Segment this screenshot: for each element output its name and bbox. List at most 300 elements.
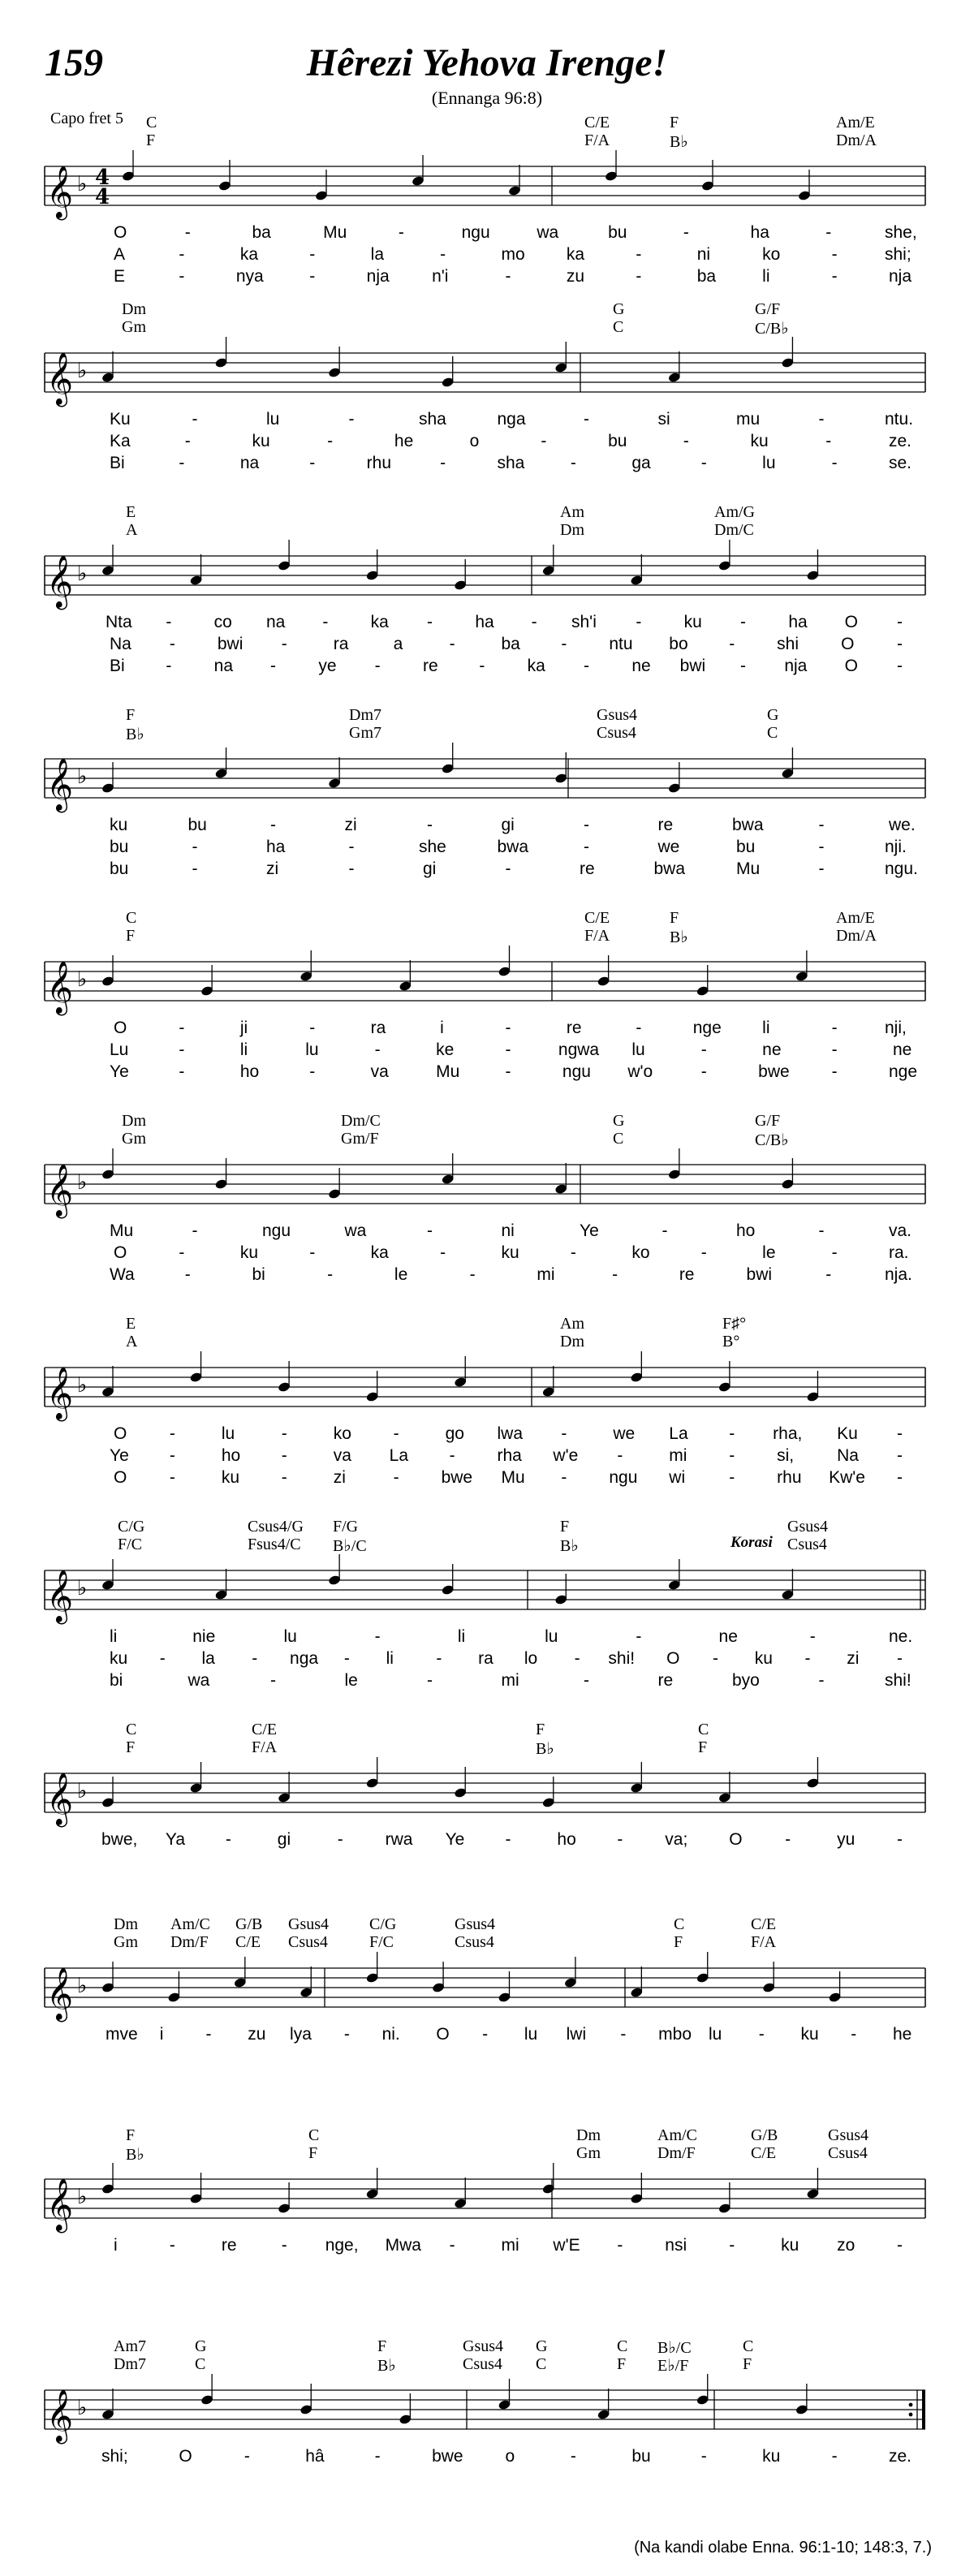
syllable-hyphen: - bbox=[427, 1671, 433, 1690]
capo-chord-symbol: Dm bbox=[560, 521, 584, 539]
syllable-hyphen: - bbox=[343, 2025, 350, 2044]
treble-clef-icon: 𝄞 bbox=[46, 1164, 74, 1217]
capo-chord-symbol: C/E bbox=[235, 1933, 261, 1951]
syllable-hyphen: - bbox=[270, 816, 276, 834]
syllable-hyphen: - bbox=[327, 1265, 334, 1284]
lyric-syllable: ngu bbox=[562, 1062, 591, 1081]
syllable-hyphen: - bbox=[729, 635, 735, 653]
lyric-syllable: Ka bbox=[110, 432, 131, 450]
lyric-syllable: she bbox=[419, 838, 446, 856]
key-signature-flat-icon: ♭ bbox=[77, 562, 88, 586]
chord-symbol: Dm bbox=[114, 1915, 138, 1933]
chord-symbol: C bbox=[308, 2126, 320, 2144]
syllable-hyphen: - bbox=[449, 1446, 455, 1465]
lyric-syllable: li bbox=[762, 267, 770, 286]
chord-symbol: F bbox=[670, 114, 679, 131]
system-12 bbox=[0, 2337, 974, 2548]
chorus-label: Korasi bbox=[730, 1534, 773, 1551]
lyric-syllable: bwe bbox=[758, 1062, 790, 1081]
lyric-syllable: O bbox=[114, 1243, 127, 1262]
lyric-syllable: ku bbox=[683, 613, 702, 631]
system-10 bbox=[0, 1915, 974, 2126]
lyric-syllable: ka bbox=[370, 613, 389, 631]
syllable-hyphen: - bbox=[561, 1424, 567, 1443]
chord-symbol: C bbox=[146, 114, 157, 131]
lyric-syllable: ke bbox=[436, 1040, 455, 1059]
lyric-syllable: ngu bbox=[262, 1221, 291, 1240]
capo-chord-symbol: C/E bbox=[751, 2144, 777, 2162]
lyric-syllable: na bbox=[213, 657, 234, 675]
lyric-syllable: nge, bbox=[325, 2236, 359, 2255]
lyric-syllable: ni. bbox=[381, 2025, 400, 2044]
syllable-hyphen: - bbox=[897, 1649, 903, 1668]
syllable-hyphen: - bbox=[440, 1243, 446, 1262]
chord-symbol: Am/C bbox=[170, 1915, 210, 1933]
chord-symbol: Am bbox=[560, 503, 584, 521]
key-signature-flat-icon: ♭ bbox=[77, 1373, 88, 1398]
syllable-hyphen: - bbox=[636, 613, 642, 631]
lyric-syllable: Nta bbox=[106, 613, 132, 631]
lyric-syllable: bwe, bbox=[101, 1830, 138, 1849]
chord-symbol: Am bbox=[560, 1315, 584, 1333]
capo-chord-symbol: F bbox=[126, 927, 136, 945]
syllable-hyphen: - bbox=[192, 859, 198, 878]
treble-clef-icon: 𝄞 bbox=[46, 1367, 74, 1419]
lyric-syllable: ha bbox=[788, 613, 808, 631]
chord-symbol: C/G bbox=[118, 1518, 145, 1536]
chord-symbol: F bbox=[536, 1721, 545, 1738]
chord-symbol: Am/E bbox=[836, 114, 875, 131]
chord-symbol: C bbox=[617, 2337, 628, 2355]
lyric-syllable: bu bbox=[631, 2447, 651, 2466]
lyric-syllable: mi bbox=[537, 1265, 555, 1284]
staff bbox=[0, 1562, 974, 1627]
capo-chord-symbol: B° bbox=[722, 1333, 740, 1350]
lyric-syllable: mo bbox=[501, 245, 525, 264]
syllable-hyphen: - bbox=[427, 1221, 433, 1240]
lyric-syllable: ne bbox=[762, 1040, 782, 1059]
lyric-syllable: na bbox=[239, 454, 260, 472]
chord-symbol: C bbox=[674, 1915, 685, 1933]
lyric-syllable: lu bbox=[524, 2025, 538, 2044]
treble-clef-icon: 𝄞 bbox=[46, 2389, 74, 2442]
lyric-syllable: Mu bbox=[110, 1221, 134, 1240]
syllable-hyphen: - bbox=[179, 1019, 185, 1037]
syllable-hyphen: - bbox=[712, 1649, 718, 1668]
chord-symbol: Am/G bbox=[714, 503, 755, 521]
syllable-hyphen: - bbox=[184, 1265, 191, 1284]
lyric-syllable: zi bbox=[333, 1468, 346, 1487]
lyric-syllable: ye bbox=[318, 657, 337, 675]
lyric-syllable: li bbox=[110, 1627, 118, 1646]
syllable-hyphen: - bbox=[179, 1040, 185, 1059]
lyric-syllable: nge bbox=[692, 1019, 722, 1037]
chord-symbol: C/E bbox=[252, 1721, 278, 1738]
syllable-hyphen: - bbox=[505, 267, 511, 286]
lyric-syllable: Wa bbox=[110, 1265, 135, 1284]
capo-chord-symbol: C/B♭ bbox=[755, 1131, 789, 1149]
chord-symbol: F bbox=[560, 1518, 570, 1536]
lyric-syllable: bu bbox=[736, 838, 756, 856]
chord-symbol: B♭/C bbox=[657, 2339, 692, 2357]
syllable-hyphen: - bbox=[348, 838, 355, 856]
song-subtitle: (Ennanga 96:8) bbox=[431, 88, 543, 108]
syllable-hyphen: - bbox=[700, 1243, 707, 1262]
lyric-syllable: bwi bbox=[746, 1265, 773, 1284]
syllable-hyphen: - bbox=[374, 1627, 381, 1646]
capo-chord-symbol: Dm/F bbox=[170, 1933, 209, 1951]
lyric-syllable: ha bbox=[750, 223, 769, 242]
lyric-syllable: va bbox=[333, 1446, 351, 1465]
syllable-hyphen: - bbox=[348, 410, 355, 429]
staff bbox=[0, 158, 974, 223]
lyric-syllable: sha bbox=[497, 454, 525, 472]
lyric-syllable: sh'i bbox=[571, 613, 597, 631]
lyric-syllable: ho bbox=[221, 1446, 241, 1465]
lyric-syllable: shi; bbox=[101, 2447, 128, 2466]
capo-chord-symbol: Csus4 bbox=[597, 724, 636, 742]
syllable-hyphen: - bbox=[636, 245, 642, 264]
key-signature-flat-icon: ♭ bbox=[77, 2185, 88, 2209]
lyric-syllable: lu bbox=[631, 1040, 645, 1059]
syllable-hyphen: - bbox=[636, 1019, 642, 1037]
staff bbox=[0, 2171, 974, 2236]
lyric-syllable: w'o bbox=[627, 1062, 653, 1081]
lyric-syllable: va bbox=[370, 1062, 389, 1081]
syllable-hyphen: - bbox=[636, 267, 642, 286]
syllable-hyphen: - bbox=[309, 454, 316, 472]
lyric-syllable: ba bbox=[501, 635, 520, 653]
capo-chord-symbol: F/A bbox=[584, 131, 610, 149]
lyric-syllable: ka bbox=[566, 245, 585, 264]
chord-symbol: C bbox=[126, 909, 137, 927]
lyric-syllable: le bbox=[762, 1243, 776, 1262]
capo-chord-symbol: Csus4 bbox=[828, 2144, 868, 2162]
lyric-syllable: go bbox=[445, 1424, 464, 1443]
syllable-hyphen: - bbox=[729, 2236, 735, 2255]
lyric-syllable: ku bbox=[221, 1468, 240, 1487]
lyric-syllable: gi bbox=[501, 816, 515, 834]
lyric-syllable: mi bbox=[501, 2236, 519, 2255]
syllable-hyphen: - bbox=[740, 613, 746, 631]
capo-chord-symbol: Gm bbox=[576, 2144, 601, 2162]
syllable-hyphen: - bbox=[505, 1062, 511, 1081]
lyric-syllable: bwe bbox=[441, 1468, 473, 1487]
capo-chord-symbol: Csus4 bbox=[288, 1933, 328, 1951]
chord-symbol: G/B bbox=[751, 2126, 778, 2144]
chord-symbol: Dm bbox=[122, 1112, 146, 1130]
capo-chord-symbol: B♭ bbox=[560, 1537, 579, 1555]
key-signature-flat-icon: ♭ bbox=[77, 765, 88, 789]
lyric-syllable: shi bbox=[777, 635, 799, 653]
capo-chord-symbol: C/B♭ bbox=[755, 320, 789, 338]
syllable-hyphen: - bbox=[729, 1424, 735, 1443]
syllable-hyphen: - bbox=[818, 1671, 825, 1690]
staff bbox=[0, 1359, 974, 1424]
lyric-syllable: ba bbox=[252, 223, 271, 242]
syllable-hyphen: - bbox=[700, 454, 707, 472]
syllable-hyphen: - bbox=[449, 635, 455, 653]
lyric-syllable: Na bbox=[837, 1446, 859, 1465]
lyric-syllable: O bbox=[844, 657, 858, 675]
lyric-syllable: i bbox=[440, 1019, 444, 1037]
syllable-hyphen: - bbox=[337, 1830, 343, 1849]
key-signature-flat-icon: ♭ bbox=[77, 1974, 88, 1998]
syllable-hyphen: - bbox=[831, 2447, 838, 2466]
capo-chord-symbol: Csus4 bbox=[455, 1933, 494, 1951]
time-signature-digit: 4 bbox=[95, 166, 110, 190]
syllable-hyphen: - bbox=[758, 2025, 765, 2044]
syllable-hyphen: - bbox=[804, 1649, 811, 1668]
lyric-syllable: rwa bbox=[385, 1830, 413, 1849]
syllable-hyphen: - bbox=[505, 1040, 511, 1059]
lyric-syllable: bu bbox=[110, 859, 129, 878]
lyric-syllable: Ya bbox=[165, 1830, 186, 1849]
syllable-hyphen: - bbox=[309, 245, 316, 264]
lyric-syllable: lwi bbox=[566, 2025, 587, 2044]
syllable-hyphen: - bbox=[309, 1019, 316, 1037]
syllable-hyphen: - bbox=[309, 1062, 316, 1081]
chord-symbol: C/E bbox=[584, 909, 610, 927]
lyric-syllable: i bbox=[114, 2236, 118, 2255]
syllable-hyphen: - bbox=[897, 657, 903, 675]
treble-clef-icon: 𝄞 bbox=[46, 352, 74, 405]
treble-clef-icon: 𝄞 bbox=[46, 555, 74, 608]
lyric-syllable: O bbox=[179, 2447, 192, 2466]
lyric-syllable: O bbox=[114, 223, 127, 242]
lyric-syllable: wa bbox=[187, 1671, 210, 1690]
capo-chord-symbol: B♭ bbox=[377, 2357, 396, 2375]
treble-clef-icon: 𝄞 bbox=[46, 166, 74, 218]
syllable-hyphen: - bbox=[584, 1671, 589, 1690]
syllable-hyphen: - bbox=[662, 1221, 668, 1240]
lyric-syllable: bu bbox=[608, 223, 627, 242]
chord-symbol: F bbox=[670, 909, 679, 927]
lyric-syllable: lu bbox=[762, 454, 776, 472]
capo-chord-symbol: Gm7 bbox=[349, 724, 381, 742]
footer-reference: (Na kandi olabe Enna. 96:1-10; 148:3, 7.) bbox=[634, 2539, 932, 2557]
chord-symbol: F bbox=[377, 2337, 387, 2355]
lyric-syllable: bwi bbox=[217, 635, 244, 653]
lyric-syllable: ne. bbox=[889, 1627, 913, 1646]
syllable-hyphen: - bbox=[374, 657, 381, 675]
lyric-syllable: bwa bbox=[497, 838, 529, 856]
capo-chord-symbol: C bbox=[767, 724, 778, 742]
lyric-syllable: bu bbox=[110, 838, 129, 856]
syllable-hyphen: - bbox=[192, 1221, 198, 1240]
lyric-syllable: lu bbox=[283, 1627, 297, 1646]
lyric-syllable: ra bbox=[478, 1649, 493, 1668]
capo-chord-symbol: Gm bbox=[122, 318, 146, 336]
lyric-syllable: w'e bbox=[553, 1446, 579, 1465]
lyric-syllable: ho bbox=[736, 1221, 756, 1240]
system-3 bbox=[0, 503, 974, 714]
syllable-hyphen: - bbox=[184, 223, 191, 242]
lyric-syllable: wi bbox=[669, 1468, 686, 1487]
chord-symbol: C bbox=[698, 1721, 709, 1738]
capo-chord-symbol: Gm bbox=[114, 1933, 138, 1951]
chord-symbol: G/F bbox=[755, 1112, 781, 1130]
lyric-syllable: ku bbox=[800, 2025, 819, 2044]
lyric-syllable: nji. bbox=[885, 838, 907, 856]
key-signature-flat-icon: ♭ bbox=[77, 359, 88, 383]
staff bbox=[0, 1960, 974, 2025]
key-signature-flat-icon: ♭ bbox=[77, 967, 88, 992]
capo-chord-symbol: Gm/F bbox=[341, 1130, 379, 1148]
syllable-hyphen: - bbox=[427, 613, 433, 631]
lyric-syllable: ne bbox=[893, 1040, 912, 1059]
chord-symbol: C bbox=[743, 2337, 754, 2355]
staff bbox=[0, 2382, 974, 2447]
syllable-hyphen: - bbox=[897, 613, 903, 631]
lyric-syllable: she, bbox=[885, 223, 917, 242]
lyric-syllable: ngwa bbox=[558, 1040, 600, 1059]
chord-symbol: C/E bbox=[751, 1915, 777, 1933]
syllable-hyphen: - bbox=[617, 1446, 623, 1465]
capo-chord-symbol: C bbox=[613, 318, 624, 336]
key-signature-flat-icon: ♭ bbox=[77, 172, 88, 196]
lyric-syllable: we bbox=[613, 1424, 636, 1443]
lyric-syllable: ku bbox=[754, 1649, 773, 1668]
lyric-syllable: O bbox=[666, 1649, 680, 1668]
syllable-hyphen: - bbox=[831, 245, 838, 264]
chord-symbol: Dm/C bbox=[341, 1112, 381, 1130]
syllable-hyphen: - bbox=[785, 1830, 791, 1849]
lyric-syllable: re bbox=[679, 1265, 695, 1284]
syllable-hyphen: - bbox=[818, 410, 825, 429]
lyric-syllable: Mu bbox=[501, 1468, 525, 1487]
chord-symbol: Am/C bbox=[657, 2126, 697, 2144]
lyric-syllable: re bbox=[221, 2236, 237, 2255]
staff bbox=[0, 751, 974, 816]
lyric-syllable: re bbox=[423, 657, 438, 675]
chord-symbol: Gsus4 bbox=[463, 2337, 504, 2355]
syllable-hyphen: - bbox=[440, 454, 446, 472]
lyric-syllable: bwa bbox=[653, 859, 686, 878]
syllable-hyphen: - bbox=[825, 223, 832, 242]
lyric-syllable: ze. bbox=[889, 2447, 912, 2466]
lyric-syllable: bu bbox=[608, 432, 627, 450]
chord-symbol: G bbox=[613, 300, 625, 318]
lyric-syllable: mve bbox=[106, 2025, 138, 2044]
lyric-syllable: byo bbox=[732, 1671, 760, 1690]
capo-chord-symbol: Csus4 bbox=[787, 1536, 827, 1553]
chord-symbol: F bbox=[126, 706, 136, 724]
lyric-syllable: le bbox=[344, 1671, 358, 1690]
lyric-syllable: nja bbox=[889, 267, 912, 286]
syllable-hyphen: - bbox=[159, 1649, 166, 1668]
lyric-syllable: lo bbox=[524, 1649, 538, 1668]
chord-symbol: Gsus4 bbox=[828, 2126, 869, 2144]
lyric-syllable: nsi bbox=[665, 2236, 687, 2255]
lyric-syllable: re bbox=[657, 816, 674, 834]
chord-symbol: C/E bbox=[584, 114, 610, 131]
system-6 bbox=[0, 1112, 974, 1323]
key-signature-flat-icon: ♭ bbox=[77, 1779, 88, 1803]
syllable-hyphen: - bbox=[440, 245, 446, 264]
lyric-syllable: La bbox=[669, 1424, 688, 1443]
syllable-hyphen: - bbox=[897, 2236, 903, 2255]
lyric-syllable: lu bbox=[221, 1424, 235, 1443]
system-7 bbox=[0, 1315, 974, 1526]
syllable-hyphen: - bbox=[252, 1649, 258, 1668]
syllable-hyphen: - bbox=[897, 1830, 903, 1849]
chord-symbol: G bbox=[195, 2337, 207, 2355]
syllable-hyphen: - bbox=[831, 1243, 838, 1262]
syllable-hyphen: - bbox=[166, 657, 172, 675]
capo-chord-symbol: F bbox=[617, 2355, 627, 2373]
capo-chord-symbol: Fsus4/C bbox=[248, 1536, 301, 1553]
lyric-syllable: re bbox=[657, 1671, 674, 1690]
lyric-syllable: ji bbox=[239, 1019, 248, 1037]
syllable-hyphen: - bbox=[469, 1265, 476, 1284]
syllable-hyphen: - bbox=[374, 1040, 381, 1059]
lyric-syllable: li bbox=[457, 1627, 466, 1646]
syllable-hyphen: - bbox=[398, 223, 404, 242]
syllable-hyphen: - bbox=[505, 1830, 511, 1849]
syllable-hyphen: - bbox=[184, 432, 191, 450]
lyric-syllable: bo bbox=[669, 635, 688, 653]
staff bbox=[0, 548, 974, 613]
syllable-hyphen: - bbox=[636, 1627, 642, 1646]
lyric-syllable: bi bbox=[252, 1265, 265, 1284]
syllable-hyphen: - bbox=[436, 1649, 442, 1668]
lyric-syllable: lya bbox=[290, 2025, 312, 2044]
lyric-syllable: nji, bbox=[885, 1019, 907, 1037]
lyric-syllable: le bbox=[394, 1265, 408, 1284]
syllable-hyphen: - bbox=[570, 1243, 576, 1262]
lyric-syllable: Bi bbox=[110, 657, 125, 675]
capo-chord-symbol: Dm/A bbox=[836, 131, 877, 149]
capo-chord-symbol: F bbox=[743, 2355, 752, 2373]
chord-symbol: F bbox=[126, 2126, 136, 2144]
lyric-syllable: zi bbox=[344, 816, 357, 834]
treble-clef-icon: 𝄞 bbox=[46, 1570, 74, 1622]
lyric-syllable: ngu bbox=[461, 223, 490, 242]
syllable-hyphen: - bbox=[169, 2236, 175, 2255]
system-4 bbox=[0, 706, 974, 917]
syllable-hyphen: - bbox=[818, 838, 825, 856]
lyric-syllable: mi bbox=[501, 1671, 519, 1690]
syllable-hyphen: - bbox=[505, 859, 511, 878]
chord-symbol: Am7 bbox=[114, 2337, 146, 2355]
syllable-hyphen: - bbox=[740, 657, 746, 675]
capo-chord-symbol: B♭ bbox=[126, 726, 144, 743]
syllable-hyphen: - bbox=[281, 2236, 287, 2255]
lyric-syllable: mi bbox=[669, 1446, 687, 1465]
syllable-hyphen: - bbox=[818, 816, 825, 834]
lyric-syllable: bwe bbox=[432, 2447, 463, 2466]
syllable-hyphen: - bbox=[570, 2447, 576, 2466]
syllable-hyphen: - bbox=[851, 2025, 857, 2044]
lyric-syllable: he bbox=[893, 2025, 912, 2044]
capo-chord-symbol: F/C bbox=[369, 1933, 394, 1951]
system-9 bbox=[0, 1721, 974, 1932]
syllable-hyphen: - bbox=[348, 859, 355, 878]
syllable-hyphen: - bbox=[831, 1040, 838, 1059]
capo-chord-symbol: C bbox=[613, 1130, 624, 1148]
system-5 bbox=[0, 909, 974, 1120]
syllable-hyphen: - bbox=[179, 454, 185, 472]
syllable-hyphen: - bbox=[831, 1019, 838, 1037]
syllable-hyphen: - bbox=[393, 1424, 399, 1443]
syllable-hyphen: - bbox=[270, 1671, 276, 1690]
lyric-syllable: shi! bbox=[608, 1649, 636, 1668]
syllable-hyphen: - bbox=[541, 432, 547, 450]
syllable-hyphen: - bbox=[574, 1649, 580, 1668]
syllable-hyphen: - bbox=[825, 1265, 832, 1284]
lyric-syllable: nja bbox=[784, 657, 808, 675]
